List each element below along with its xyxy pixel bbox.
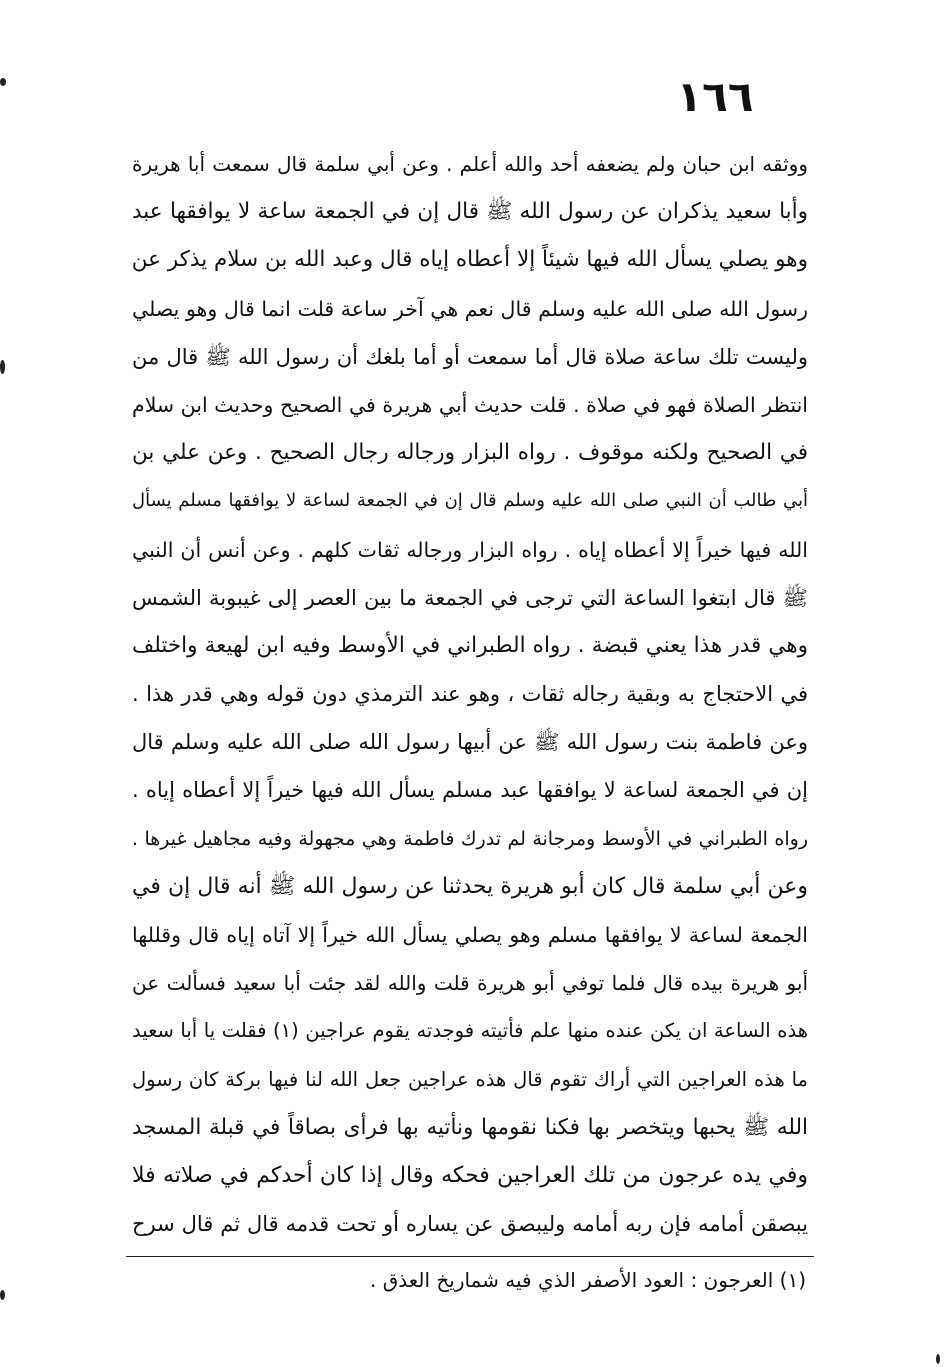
main-text [132,140,808,1248]
text-line: هذه الساعة ان يكن عنده منها علم فأتيته فوجدته يقوم عراجين (١) فقلت يا أبا سعيد [132,1019,808,1043]
text-line: في الاحتجاج به وبقية رجاله ثقات ، وهو عند الترمذي دون قوله وهي قدر هذا . [132,682,808,707]
text-line: رسول الله صلى الله عليه وسلم قال نعم هي آخر ساعة قلت انما قال وهو يصلي [132,296,808,321]
scan-speck [936,1354,940,1364]
text-line: ما هذه العراجين التي أراك تقوم قال هذه عراجين جعل الله لنا فيها بركة كان رسول [132,1067,808,1091]
text-line: وعن أبي سلمة قال كان أبو هريرة يحدثنا عن رسول الله ﷺ أنه قال إن في [132,873,808,899]
footnote-divider [126,1256,814,1257]
text-line: ووثقه ابن حبان ولم يضعفه أحد والله أعلم . وعن أبي سلمة قال سمعت أبا هريرة [132,152,808,176]
text-line: وليست تلك ساعة صلاة قال أما سمعت أو أما بلغك أن رسول الله ﷺ قال من [132,344,808,369]
footnote: (١) العرجون : العود الأصفر الذي فيه شماريخ العذق . [369,1268,806,1292]
text-line: انتظر الصلاة فهو في صلاة . قلت حديث أبي هريرة في الصحيح وحديث ابن سلام [132,392,808,417]
scan-speck [0,78,6,86]
text-line: ﷺ قال ابتغوا الساعة التي ترجى في الجمعة ما بين العصر إلى غيبوبة الشمس [132,585,808,610]
text-line: وعن فاطمة بنت رسول الله ﷺ عن أبيها رسول الله صلى الله عليه وسلم قال [132,730,808,755]
scan-speck [0,1290,5,1300]
text-line: وأبا سعيد يذكران عن رسول الله ﷺ قال إن في الجمعة ساعة لا يوافقها عبد [132,199,808,225]
page-number: ١٦٦ [676,72,754,121]
text-line: أبي طالب أن النبي صلى الله عليه وسلم قال إن في الجمعة لساعة لا يوافقها مسلم يسأل [132,490,808,512]
text-line: وهي قدر هذا يعني قبضة . رواه الطبراني في الأوسط وفيه ابن لهيعة واختلف [132,632,808,658]
text-line: الجمعة لساعة لا يوافقها مسلم وهو يصلي يسأل الله خيراً إلا آتاه إياه قال وقللها [132,923,808,947]
text-line: أبو هريرة بيده قال فلما توفي أبو هريرة قلت والله لقد جئت أبا سعيد فسألت عن [132,971,808,996]
text-line: إن في الجمعة لساعة لا يوافقها عبد مسلم يسأل الله فيها خيراً إلا أعطاه إياه . [132,778,808,803]
text-line: الله فيها خيراً إلا أعطاه إياه . رواه البزار ورجاله ثقات كلهم . وعن أنس أن النبي [132,537,808,562]
text-line: في الصحيح ولكنه موقوف . رواه البزار ورجاله رجال الصحيح . وعن علي بن [132,440,808,466]
text-line: الله ﷺ يحبها ويتخصر بها فكنا نقومها ونأتيه بها فرأى بصاقاً في قبلة المسجد [132,1114,808,1140]
text-line: وفي يده عرجون من تلك العراجين فحكه وقال إذا كان أحدكم في صلاته فلا [132,1162,808,1188]
text-line: رواه الطبراني في الأوسط ومرجانة لم تدرك فاطمة وهي مجهولة وفيه مجاهيل غيرها . [132,827,808,850]
scan-speck [0,360,5,374]
text-line: وهو يصلي يسأل الله فيها شيئاً إلا أعطاه إياه قال وعبد الله بن سلام يذكر عن [132,247,808,273]
text-line: يبصقن أمامه فإن ربه أمامه وليبصق عن يساره أو تحت قدمه قال ثم قال سرح [132,1212,808,1237]
